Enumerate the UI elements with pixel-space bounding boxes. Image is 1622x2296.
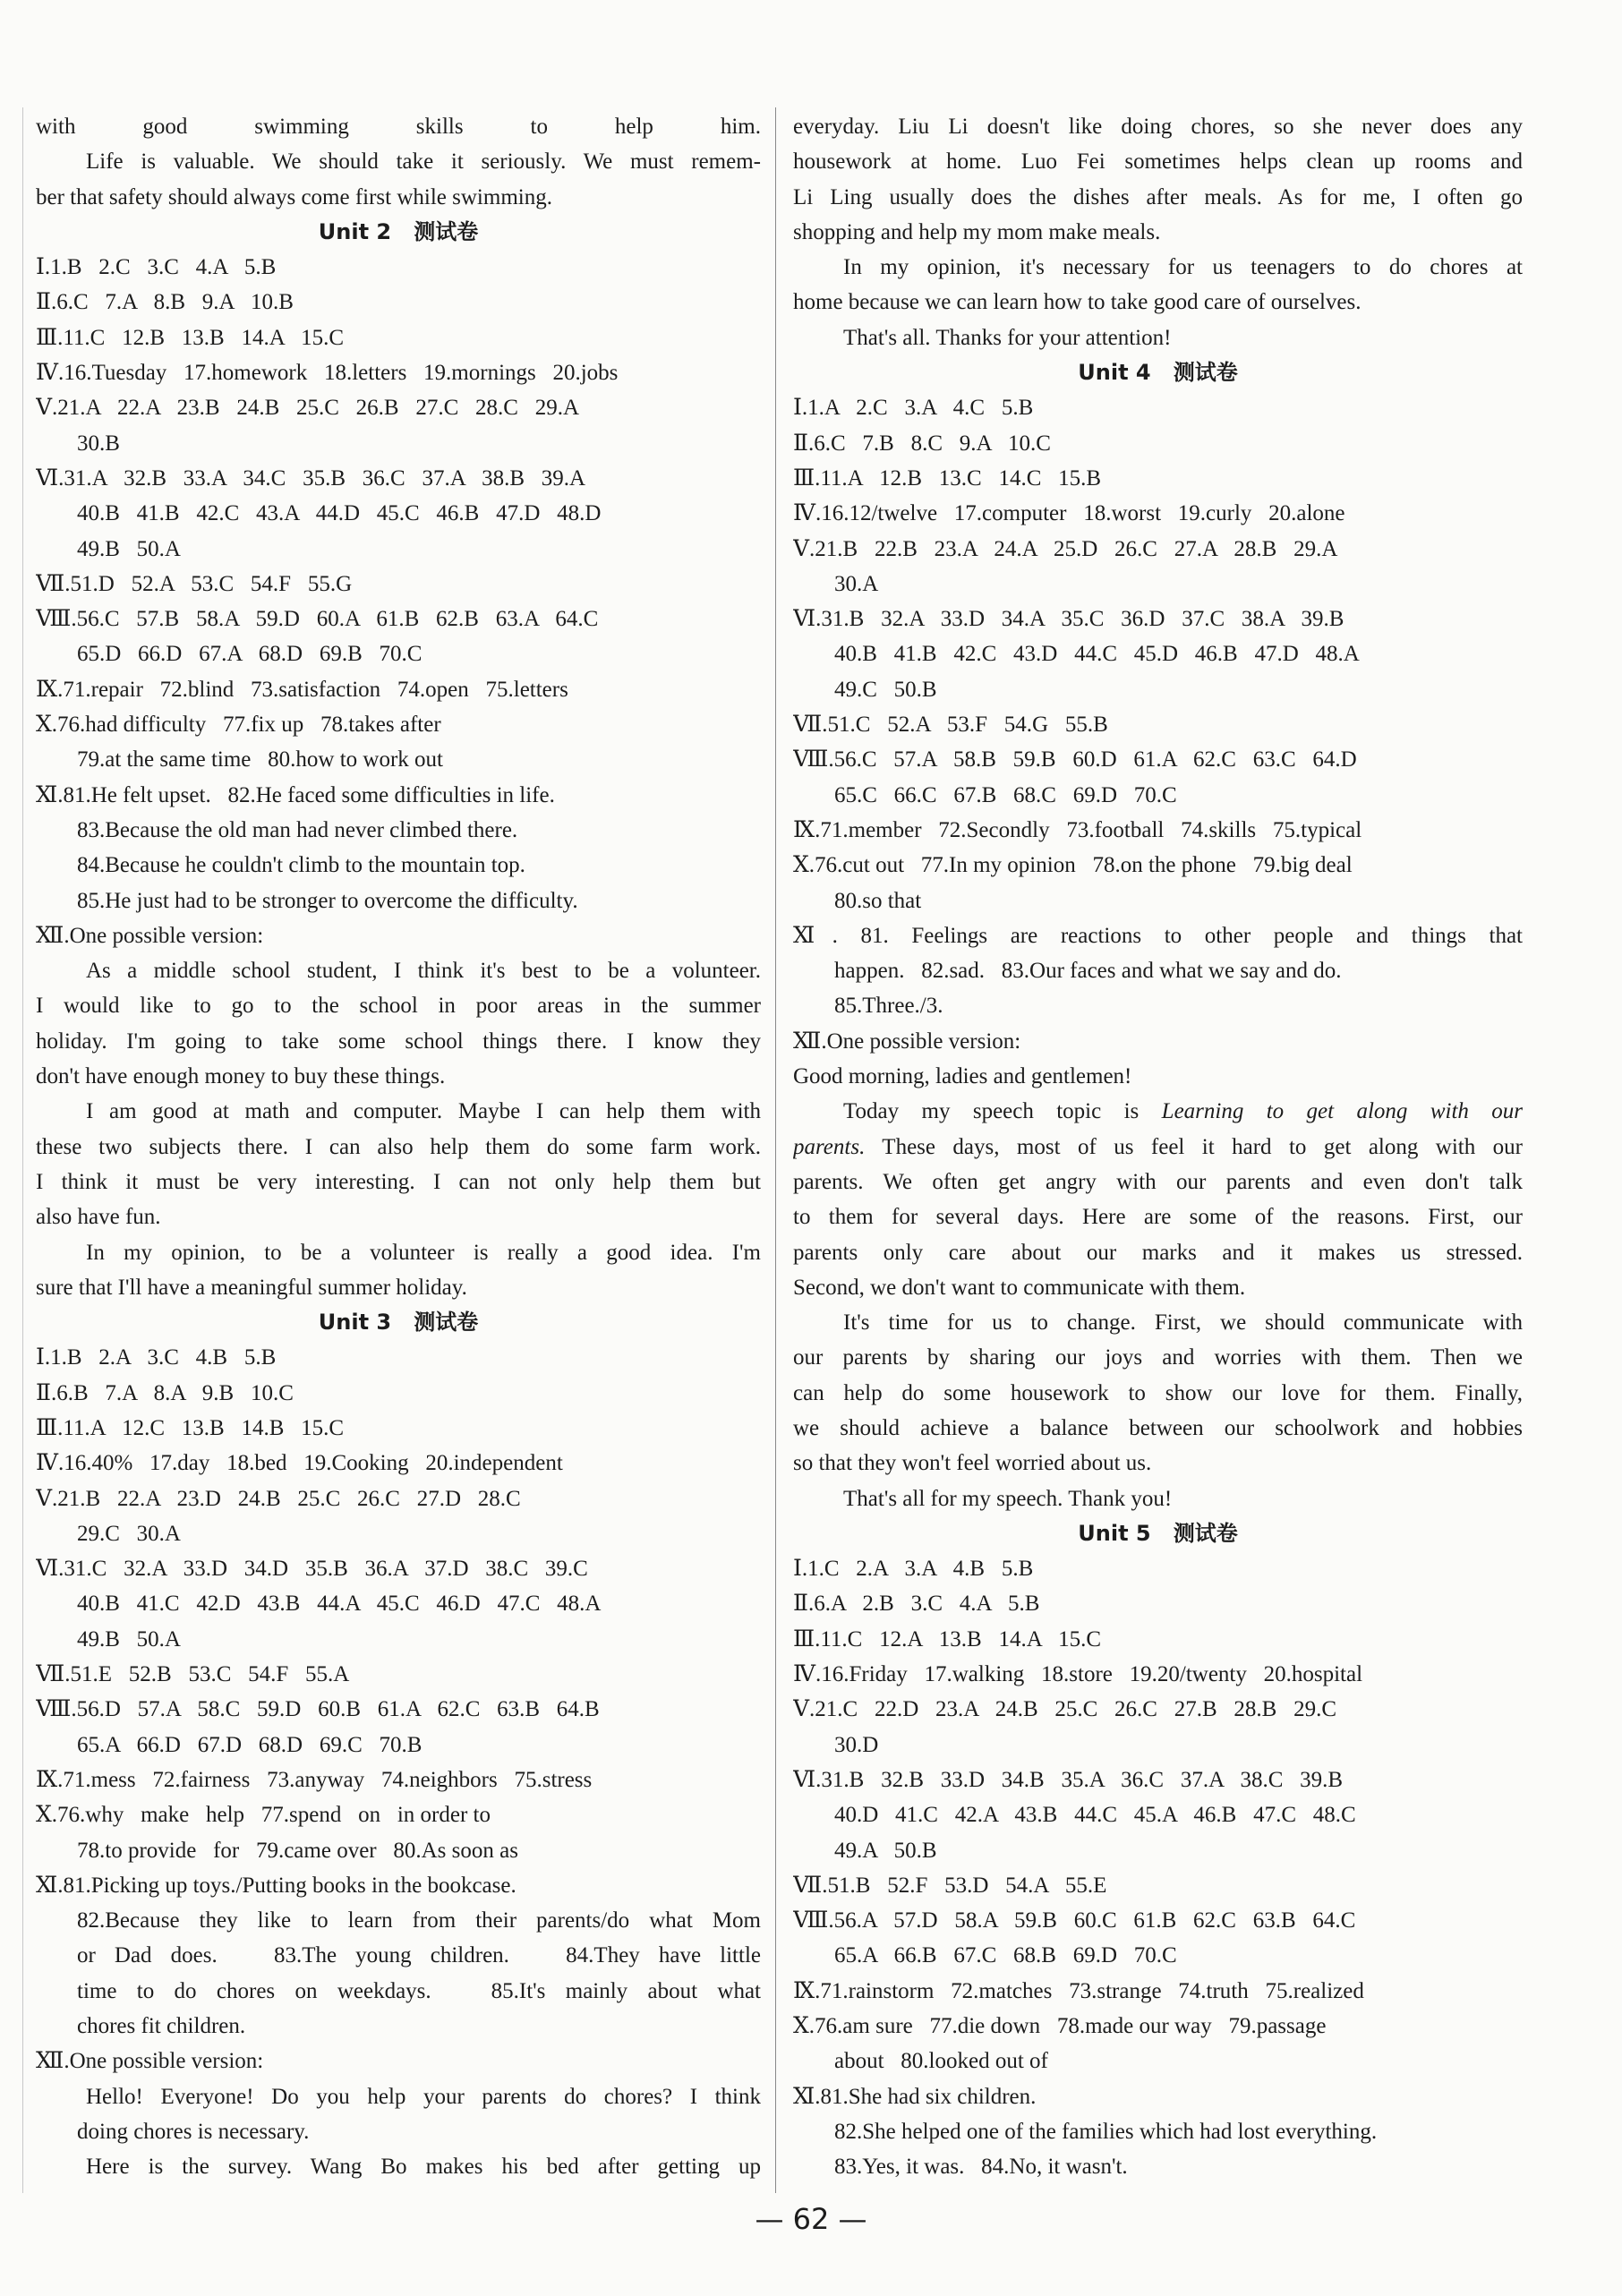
- line-text: 83.Because the old man had never climbed there.: [77, 817, 518, 842]
- line-text: holiday. I'm going to take some school things there. I know they: [36, 1029, 761, 1054]
- text-line: [793, 1411, 1523, 1446]
- line-text: I am good at math and computer. Maybe I can help them with: [86, 1099, 761, 1124]
- line-text: 82.She helped one of the families which had lost everything.: [834, 2119, 1378, 2144]
- text-line: [793, 742, 1523, 777]
- text-line: [793, 1165, 1523, 1199]
- text-line: [36, 1516, 761, 1551]
- text-line: [36, 2149, 761, 2184]
- line-text: parents. We often get angry with our parents and even don't talk: [793, 1169, 1523, 1194]
- line-text: Unit 2 测试卷: [318, 218, 479, 244]
- text-line: [793, 672, 1523, 707]
- left-margin-rule: [22, 107, 23, 2193]
- section-heading: [793, 355, 1523, 390]
- line-text: Ⅸ.71.rainstorm 72.matches 73.strange 74.truth 75.realized: [793, 1978, 1364, 2003]
- line-text: Ⅸ.71.mess 72.fairness 73.anyway 74.neighbors 75.stress: [36, 1767, 593, 1792]
- line-text: Ⅱ.6.B 7.A 8.A 9.B 10.C: [36, 1380, 294, 1405]
- text-line: [36, 426, 761, 461]
- line-text: That's all. Thanks for your attention!: [843, 325, 1172, 350]
- line-text: As a middle school student, I think it's best to be a volunteer.: [86, 959, 761, 984]
- line-text: Ⅺ.81.He felt upset. 82.He faced some difficulties in life.: [36, 782, 555, 807]
- line-text: 85.Three./3.: [834, 994, 943, 1019]
- line-text: Life is valuable. We should take it seriously. We must remem-: [86, 149, 761, 175]
- text-line: [36, 250, 761, 285]
- text-line: [793, 1305, 1523, 1340]
- line-text: home because we can learn how to take good care of ourselves.: [793, 290, 1362, 315]
- line-text: chores fit children.: [77, 2014, 246, 2039]
- text-line: [36, 848, 761, 883]
- text-line: [36, 461, 761, 496]
- text-line: [36, 1903, 761, 1938]
- line-text: It's time for us to change. First, we should communicate with: [843, 1310, 1523, 1336]
- text-line: [793, 1833, 1523, 1868]
- text-line: [36, 1165, 761, 1199]
- text-line: [36, 1692, 761, 1727]
- line-text: 80.so that: [834, 888, 922, 913]
- text-line: [793, 1094, 1523, 1129]
- line-text: don't have enough money to buy these things.: [36, 1064, 446, 1089]
- line-text: 49.A 50.B: [834, 1838, 937, 1863]
- text-line: [36, 1024, 761, 1059]
- text-line: [36, 355, 761, 390]
- line-text: or Dad does. 83.The young children. 84.They have little: [77, 1943, 761, 1968]
- text-line: [793, 918, 1523, 953]
- line-text: parents only care about our marks and it makes us stressed.: [793, 1240, 1523, 1265]
- line-text: happen. 82.sad. 83.Our faces and what we say and do.: [834, 959, 1342, 984]
- line-text: Ⅰ.1.A 2.C 3.A 4.C 5.B: [793, 396, 1034, 421]
- text-line: [793, 1130, 1523, 1165]
- text-line: [793, 1938, 1523, 1973]
- line-text: These days, most of us feel it hard to get along with our: [865, 1134, 1523, 1159]
- line-text: Ⅹ.76.why make help 77.spend on in order to: [36, 1803, 491, 1828]
- line-text: I think it must be very interesting. I can not only help them but: [36, 1169, 761, 1194]
- text-line: [36, 1763, 761, 1797]
- text-line: [793, 144, 1523, 179]
- line-text: 49.B 50.A: [77, 1626, 181, 1652]
- text-line: [36, 1130, 761, 1165]
- text-line: [36, 496, 761, 531]
- text-line: [793, 285, 1523, 320]
- text-line: [36, 1376, 761, 1411]
- text-line: [793, 1270, 1523, 1305]
- text-line: [793, 461, 1523, 496]
- text-line: [793, 250, 1523, 285]
- text-line: [793, 1235, 1523, 1270]
- line-text: Ⅶ.51.B 52.F 53.D 54.A 55.E: [793, 1873, 1107, 1898]
- text-line: [36, 1728, 761, 1763]
- line-text: That's all for my speech. Thank you!: [843, 1486, 1173, 1511]
- text-line: [793, 1797, 1523, 1832]
- text-line: [36, 1833, 761, 1868]
- line-text: can help do some housework to show our love for them. Finally,: [793, 1380, 1523, 1405]
- text-line: [793, 2149, 1523, 2184]
- line-text: Ⅷ.56.A 57.D 58.A 59.B 60.C 61.B 62.C 63.B 64.C: [793, 1908, 1356, 1933]
- text-line: [36, 742, 761, 777]
- line-text: 65.C 66.C 67.B 68.C 69.D 70.C: [834, 782, 1177, 807]
- text-line: [793, 953, 1523, 988]
- line-text: our parents by sharing our joys and worries with them. Then we: [793, 1345, 1523, 1370]
- line-text: Hello! Everyone! Do you help your parents do chores? I think: [86, 2084, 761, 2109]
- text-line: [793, 1763, 1523, 1797]
- line-text: 78.to provide for 79.came over 80.As soon as: [77, 1838, 518, 1863]
- text-line: [793, 390, 1523, 425]
- text-line: [36, 918, 761, 953]
- text-line: [793, 813, 1523, 848]
- text-line: [36, 320, 761, 355]
- text-line: [793, 602, 1523, 636]
- text-line: [36, 532, 761, 567]
- line-text: 82.Because they like to learn from their parents/do what Mom: [77, 1908, 761, 1933]
- text-line: [793, 1376, 1523, 1411]
- line-text: 85.He just had to be stronger to overcome the difficulty.: [77, 888, 578, 913]
- text-line: [793, 1657, 1523, 1692]
- text-line: [793, 1586, 1523, 1621]
- text-line: [793, 1868, 1523, 1903]
- text-line: [36, 953, 761, 988]
- line-text: ber that safety should always come first while swimming.: [36, 184, 552, 209]
- left-column: [36, 109, 761, 2185]
- line-text: also have fun.: [36, 1205, 161, 1230]
- line-text: Unit 5 测试卷: [1078, 1520, 1238, 1546]
- text-line: [36, 707, 761, 742]
- text-line: [36, 883, 761, 918]
- section-heading: [793, 1516, 1523, 1551]
- line-text: Ⅱ.6.A 2.B 3.C 4.A 5.B: [793, 1592, 1040, 1617]
- line-text: shopping and help my mom make meals.: [793, 219, 1161, 244]
- line-text: Ⅷ.56.C 57.A 58.B 59.B 60.D 61.A 62.C 63.C 64.D: [793, 747, 1357, 772]
- line-text: Ⅴ.21.C 22.D 23.A 24.B 25.C 26.C 27.B 28.B 29.C: [793, 1697, 1337, 1722]
- text-line: [793, 1340, 1523, 1375]
- line-text: Ⅱ.6.C 7.B 8.C 9.A 10.C: [793, 431, 1051, 456]
- text-line: [36, 778, 761, 813]
- text-line: [36, 602, 761, 636]
- line-text: 30.D: [834, 1732, 879, 1757]
- text-line: [36, 180, 761, 215]
- text-line: [793, 883, 1523, 918]
- text-line: [793, 1481, 1523, 1516]
- line-text: Ⅲ.11.A 12.C 13.B 14.B 15.C: [36, 1415, 345, 1440]
- line-text: Ⅹ.76.am sure 77.die down 78.made our way 79.passage: [793, 2014, 1327, 2039]
- text-line: [36, 1938, 761, 1973]
- section-heading: [36, 215, 761, 250]
- text-line: [793, 707, 1523, 742]
- text-line: [36, 1657, 761, 1692]
- text-line: [793, 1199, 1523, 1234]
- text-line: [36, 1059, 761, 1094]
- line-text: housework at home. Luo Fei sometimes helps clean up rooms and: [793, 149, 1523, 175]
- line-text: 40.B 41.B 42.C 43.D 44.C 45.D 46.B 47.D 48.A: [834, 642, 1360, 667]
- text-line: [36, 1868, 761, 1903]
- text-line: [793, 2079, 1523, 2114]
- line-text: doing chores is necessary.: [77, 2119, 310, 2144]
- text-line: [36, 988, 761, 1023]
- line-text: about 80.looked out of: [834, 2049, 1048, 2074]
- text-line: [793, 988, 1523, 1023]
- text-line: [793, 1024, 1523, 1059]
- line-text: In my opinion, it's necessary for us teenagers to do chores at: [843, 255, 1523, 280]
- line-text: Ⅳ.16.Tuesday 17.homework 18.letters 19.mornings 20.jobs: [36, 361, 619, 386]
- line-text: Ⅶ.51.E 52.B 53.C 54.F 55.A: [36, 1662, 350, 1687]
- text-line: [793, 1903, 1523, 1938]
- line-text: Ⅵ.31.B 32.A 33.D 34.A 35.C 36.D 37.C 38.A 39.B: [793, 607, 1345, 632]
- line-text: Ⅺ.81.Picking up toys./Putting books in the bookcase.: [36, 1873, 516, 1898]
- line-text: everyday. Liu Li doesn't like doing chores, so she never does any: [793, 115, 1523, 139]
- line-text: Ⅺ.81.She had six children.: [793, 2084, 1037, 2109]
- line-text: Ⅰ.1.C 2.A 3.A 4.B 5.B: [793, 1557, 1034, 1582]
- text-line: [793, 1551, 1523, 1586]
- line-text: Ⅶ.51.C 52.A 53.F 54.G 55.B: [793, 713, 1108, 738]
- line-text: 83.Yes, it was. 84.No, it wasn't.: [834, 2155, 1128, 2180]
- text-line: [793, 532, 1523, 567]
- page-number: — 62 —: [755, 2202, 867, 2236]
- line-text: Ⅲ.11.A 12.B 13.C 14.C 15.B: [793, 465, 1102, 491]
- line-text: Unit 4 测试卷: [1078, 360, 1238, 386]
- text-line: [36, 1446, 761, 1481]
- line-text: Ⅳ.16.12/twelve 17.computer 18.worst 19.curly 20.alone: [793, 501, 1345, 526]
- line-text: with good swimming skills to help him.: [36, 115, 761, 139]
- line-text: Ⅰ.1.B 2.A 3.C 4.B 5.B: [36, 1345, 277, 1370]
- text-line: [36, 2079, 761, 2114]
- line-text: Here is the survey. Wang Bo makes his bed after getting up: [86, 2155, 761, 2180]
- line-text: 65.D 66.D 67.A 68.D 69.B 70.C: [77, 642, 423, 667]
- line-text: 65.A 66.D 67.D 68.D 69.C 70.B: [77, 1732, 423, 1757]
- text-line: [36, 1974, 761, 2009]
- text-line: [36, 672, 761, 707]
- line-text: In my opinion, to be a volunteer is really a good idea. I'm: [86, 1240, 761, 1265]
- text-line: [36, 1199, 761, 1234]
- line-text: Good morning, ladies and gentlemen!: [793, 1064, 1132, 1089]
- text-line: [793, 320, 1523, 355]
- text-line: [36, 1622, 761, 1657]
- line-text: Ⅳ.16.Friday 17.walking 18.store 19.20/twenty 20.hospital: [793, 1662, 1363, 1687]
- line-text: time to do chores on weekdays. 85.It's mainly about what: [77, 1978, 761, 2003]
- line-text: sure that I'll have a meaningful summer holiday.: [36, 1275, 467, 1300]
- line-text: Ⅷ.56.C 57.B 58.A 59.D 60.A 61.B 62.B 63.A 64.C: [36, 607, 599, 632]
- text-line: [36, 1270, 761, 1305]
- line-text: Ⅱ.6.C 7.A 8.B 9.A 10.B: [36, 290, 294, 315]
- line-text: Unit 3 测试卷: [318, 1310, 479, 1336]
- text-line: [793, 109, 1523, 144]
- text-line: [793, 848, 1523, 883]
- text-line: [36, 567, 761, 602]
- line-text: Ⅵ.31.A 32.B 33.A 34.C 35.B 36.C 37.A 38.B 39.A: [36, 465, 586, 491]
- text-line: [793, 1059, 1523, 1094]
- line-text: 40.D 41.C 42.A 43.B 44.C 45.A 46.B 47.C 48.C: [834, 1803, 1356, 1828]
- line-text: Ⅹ.76.cut out 77.In my opinion 78.on the phone 79.big deal: [793, 853, 1353, 878]
- text-line: [793, 496, 1523, 531]
- line-text: Today my speech topic is: [843, 1099, 1162, 1124]
- line-text: Ⅴ.21.B 22.A 23.D 24.B 25.C 26.C 27.D 28.C: [36, 1486, 521, 1511]
- text-line: [793, 1974, 1523, 2009]
- line-text: Ⅻ.One possible version:: [36, 923, 264, 948]
- line-text: 40.B 41.B 42.C 43.A 44.D 45.C 46.B 47.D 48.D: [77, 501, 602, 526]
- text-line: [793, 1446, 1523, 1481]
- line-text: Ⅸ.71.member 72.Secondly 73.football 74.skills 75.typical: [793, 817, 1362, 842]
- line-text: so that they won't feel worried about us.: [793, 1451, 1152, 1476]
- line-text: Ⅰ.1.B 2.C 3.C 4.A 5.B: [36, 255, 277, 280]
- line-text: Ⅵ.31.C 32.A 33.D 34.D 35.B 36.A 37.D 38.C 39.C: [36, 1557, 588, 1582]
- text-line: [36, 2009, 761, 2044]
- text-line: [793, 2009, 1523, 2044]
- line-text: Ⅲ.11.C 12.B 13.B 14.A 15.C: [36, 325, 345, 350]
- line-text: these two subjects there. I can also help them do some farm work.: [36, 1134, 761, 1159]
- line-text: Ⅻ.One possible version:: [793, 1029, 1021, 1054]
- italic-text: Learning to get along with our: [1161, 1099, 1523, 1124]
- line-text: Ⅷ.56.D 57.A 58.C 59.D 60.B 61.A 62.C 63.B 64.B: [36, 1697, 600, 1722]
- line-text: Ⅻ.One possible version:: [36, 2049, 264, 2074]
- text-line: [36, 2114, 761, 2149]
- text-line: [36, 1551, 761, 1586]
- line-text: Li Ling usually does the dishes after meals. As for me, I often go: [793, 184, 1523, 209]
- line-text: 79.at the same time 80.how to work out: [77, 747, 443, 772]
- line-text: 40.B 41.C 42.D 43.B 44.A 45.C 46.D 47.C 48.A: [77, 1592, 602, 1617]
- text-line: [793, 2114, 1523, 2149]
- line-text: 49.B 50.A: [77, 536, 181, 561]
- right-column: [793, 109, 1523, 2185]
- text-line: [36, 2044, 761, 2078]
- line-text: Second, we don't want to communicate with them.: [793, 1275, 1246, 1300]
- text-line: [36, 1586, 761, 1621]
- text-line: [793, 2044, 1523, 2078]
- line-text: we should achieve a balance between our schoolwork and hobbies: [793, 1415, 1523, 1440]
- text-line: [36, 144, 761, 179]
- text-line: [793, 1692, 1523, 1727]
- line-text: Ⅵ.31.B 32.B 33.D 34.B 35.A 36.C 37.A 38.C 39.B: [793, 1767, 1344, 1792]
- text-line: [36, 1094, 761, 1129]
- line-text: I would like to go to the school in poor areas in the summer: [36, 994, 761, 1019]
- line-text: Ⅹ.76.had difficulty 77.fix up 78.takes after: [36, 713, 441, 738]
- text-line: [36, 109, 761, 144]
- text-line: [36, 1235, 761, 1270]
- text-line: [793, 426, 1523, 461]
- line-text: 49.C 50.B: [834, 677, 937, 702]
- line-text: Ⅳ.16.40% 17.day 18.bed 19.Cooking 20.independent: [36, 1451, 563, 1476]
- column-divider: [775, 107, 776, 2193]
- text-line: [793, 1728, 1523, 1763]
- text-line: [36, 1797, 761, 1832]
- section-heading: [36, 1305, 761, 1340]
- text-line: [36, 636, 761, 671]
- line-text: Ⅴ.21.A 22.A 23.B 24.B 25.C 26.B 27.C 28.C 29.A: [36, 396, 580, 421]
- text-line: [36, 813, 761, 848]
- text-line: [793, 180, 1523, 215]
- text-line: [793, 567, 1523, 602]
- line-text: 29.C 30.A: [77, 1521, 181, 1546]
- text-line: [793, 636, 1523, 671]
- text-line: [793, 778, 1523, 813]
- text-line: [793, 215, 1523, 250]
- line-text: 84.Because he couldn't climb to the mountain top.: [77, 853, 525, 878]
- line-text: Ⅸ.71.repair 72.blind 73.satisfaction 74.open 75.letters: [36, 677, 568, 702]
- line-text: Ⅴ.21.B 22.B 23.A 24.A 25.D 26.C 27.A 28.B 29.A: [793, 536, 1338, 561]
- text-line: [36, 1411, 761, 1446]
- text-line: [36, 1481, 761, 1516]
- italic-text: parents.: [793, 1134, 866, 1159]
- line-text: Ⅲ.11.C 12.A 13.B 14.A 15.C: [793, 1626, 1102, 1652]
- text-line: [36, 390, 761, 425]
- line-text: 30.B: [77, 431, 120, 456]
- line-text: Ⅶ.51.D 52.A 53.C 54.F 55.G: [36, 571, 353, 596]
- text-line: [36, 285, 761, 320]
- text-line: [793, 1622, 1523, 1657]
- line-text: to them for several days. Here are some of the reasons. First, our: [793, 1205, 1523, 1230]
- line-text: 65.A 66.B 67.C 68.B 69.D 70.C: [834, 1943, 1177, 1968]
- line-text: 30.A: [834, 571, 879, 596]
- line-text: Ⅺ. 81. Feelings are reactions to other people and things that: [793, 923, 1523, 948]
- text-line: [36, 1340, 761, 1375]
